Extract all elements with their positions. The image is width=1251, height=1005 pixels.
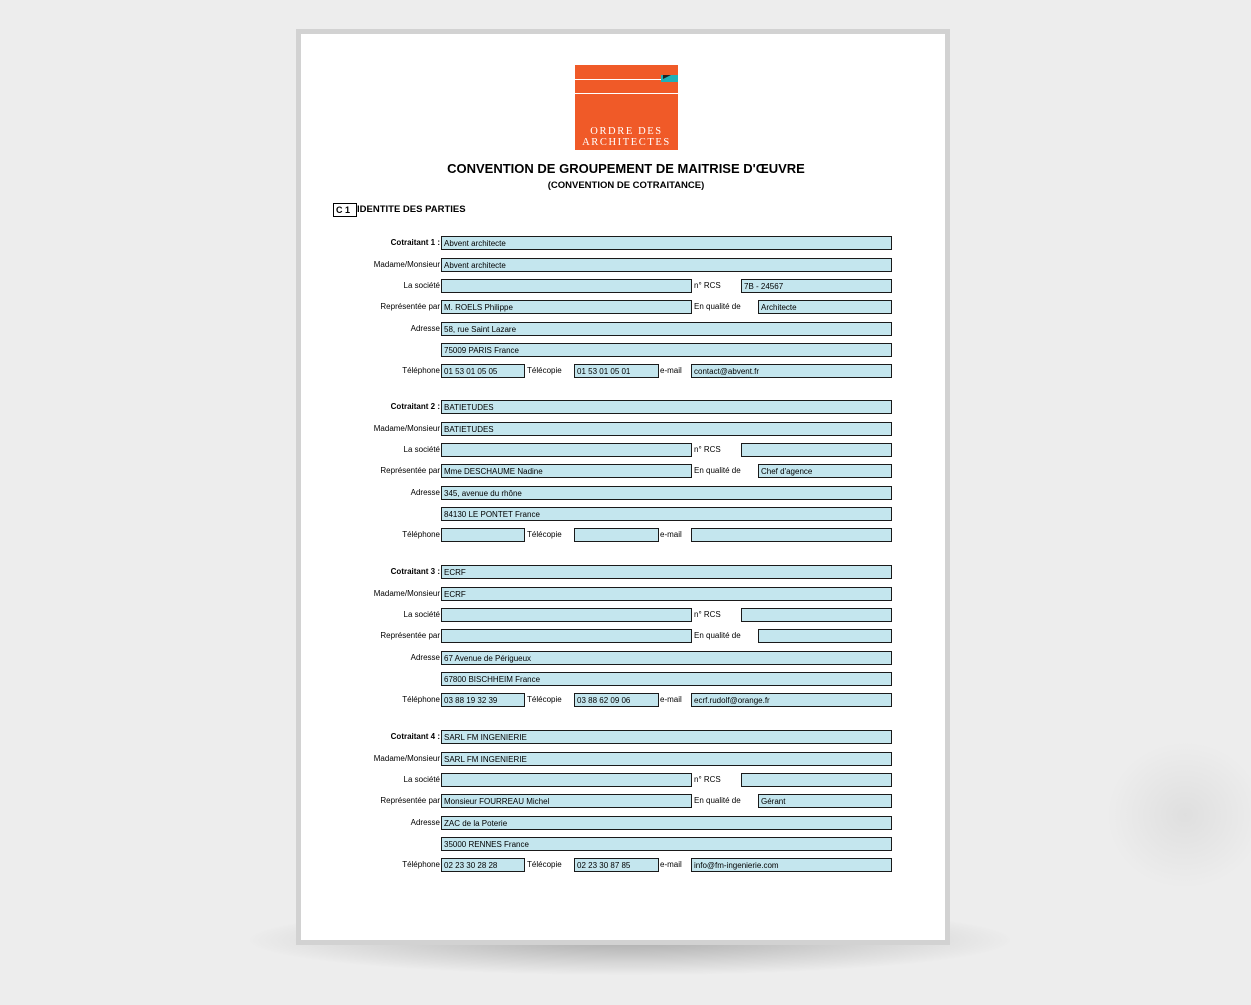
cotraitant-4-representee-label: Représentée par	[380, 796, 440, 805]
cotraitant-4-madame-field[interactable]: SARL FM INGENIERIE	[441, 752, 892, 766]
cotraitant-2-adresse-label: Adresse	[410, 488, 440, 497]
cotraitant-4-societe-label: La société	[403, 775, 440, 784]
document-subtitle: (CONVENTION DE COTRAITANCE)	[547, 180, 705, 191]
cotraitant-3-adresse-line-2-field[interactable]: 67800 BISCHHEIM France	[441, 672, 892, 686]
cotraitant-3-adresse-line-1-field[interactable]: 67 Avenue de Périgueux	[441, 651, 892, 665]
cotraitant-2-madame-label: Madame/Monsieur	[373, 424, 440, 433]
cotraitant-1-label: Cotraitant 1 :	[390, 238, 440, 247]
cotraitant-4-label: Cotraitant 4 :	[390, 732, 440, 741]
cotraitant-1-rcs-label: n° RCS	[694, 281, 721, 290]
cotraitant-1-email-field[interactable]: contact@abvent.fr	[691, 364, 892, 378]
cotraitant-1-telephone-label: Téléphone	[402, 366, 440, 375]
cotraitant-2-representee-field[interactable]: Mme DESCHAUME Nadine	[441, 464, 692, 478]
cotraitant-2-qualite-field[interactable]: Chef d'agence	[758, 464, 892, 478]
cotraitant-2-representee-label: Représentée par	[380, 466, 440, 475]
document-title: CONVENTION DE GROUPEMENT DE MAITRISE D'ŒUVRE	[447, 161, 805, 176]
cotraitant-1-adresse-line-2-field[interactable]: 75009 PARIS France	[441, 343, 892, 357]
cotraitant-3-label: Cotraitant 3 :	[390, 567, 440, 576]
cotraitant-3-rcs-label: n° RCS	[694, 610, 721, 619]
cotraitant-3-societe-field[interactable]	[441, 608, 692, 622]
cotraitant-2-societe-field[interactable]	[441, 443, 692, 457]
cotraitant-4-email-label: e-mail	[660, 860, 682, 869]
cotraitant-2-adresse-line-1-field[interactable]: 345, avenue du rhône	[441, 486, 892, 500]
cotraitant-2-telephone-field[interactable]	[441, 528, 525, 542]
cotraitant-3-name-field[interactable]: ECRF	[441, 565, 892, 579]
cotraitant-4-adresse-line-1-field[interactable]: ZAC de la Poterie	[441, 816, 892, 830]
cotraitant-3-madame-label: Madame/Monsieur	[373, 589, 440, 598]
cotraitant-4-rcs-label: n° RCS	[694, 775, 721, 784]
cotraitant-2-label: Cotraitant 2 :	[390, 402, 440, 411]
cotraitant-2-email-label: e-mail	[660, 530, 682, 539]
logo-line-2: ARCHITECTES	[582, 137, 671, 148]
cotraitant-3-rcs-field[interactable]	[741, 608, 892, 622]
cotraitant-3-adresse-label: Adresse	[410, 653, 440, 662]
cotraitant-2-adresse-line-2-field[interactable]: 84130 LE PONTET France	[441, 507, 892, 521]
cotraitant-3-telephone-label: Téléphone	[402, 695, 440, 704]
cotraitant-2-telecopie-label: Télécopie	[527, 530, 562, 539]
cotraitant-1-madame-label: Madame/Monsieur	[373, 260, 440, 269]
cotraitant-3-qualite-field[interactable]	[758, 629, 892, 643]
cotraitant-1-madame-field[interactable]: Abvent architecte	[441, 258, 892, 272]
cotraitant-4-adresse-label: Adresse	[410, 818, 440, 827]
cotraitant-3-representee-label: Représentée par	[380, 631, 440, 640]
cotraitant-1-representee-field[interactable]: M. ROELS Philippe	[441, 300, 692, 314]
cotraitant-4-email-field[interactable]: info@fm-ingenierie.com	[691, 858, 892, 872]
section-title: IDENTITE DES PARTIES	[357, 204, 466, 215]
cotraitant-4-qualite-field[interactable]: Gérant	[758, 794, 892, 808]
cotraitant-1-representee-label: Représentée par	[380, 302, 440, 311]
cotraitant-4-representee-field[interactable]: Monsieur FOURREAU Michel	[441, 794, 692, 808]
cotraitant-3-email-label: e-mail	[660, 695, 682, 704]
cotraitant-4-telephone-label: Téléphone	[402, 860, 440, 869]
cotraitant-1-qualite-label: En qualité de	[694, 302, 741, 311]
cotraitant-3-representee-field[interactable]	[441, 629, 692, 643]
cotraitant-2-societe-label: La société	[403, 445, 440, 454]
cotraitant-4-rcs-field[interactable]	[741, 773, 892, 787]
cotraitant-2-qualite-label: En qualité de	[694, 466, 741, 475]
cotraitant-3-societe-label: La société	[403, 610, 440, 619]
cotraitant-2-email-field[interactable]	[691, 528, 892, 542]
cotraitant-4-name-field[interactable]: SARL FM INGENIERIE	[441, 730, 892, 744]
cotraitant-4-qualite-label: En qualité de	[694, 796, 741, 805]
cotraitant-3-telecopie-field[interactable]: 03 88 62 09 06	[574, 693, 659, 707]
logo-line-1: ORDRE DES	[590, 126, 663, 137]
section-code: C 1	[333, 203, 357, 217]
cotraitant-4-madame-label: Madame/Monsieur	[373, 754, 440, 763]
cotraitant-2-rcs-label: n° RCS	[694, 445, 721, 454]
cotraitant-1-rcs-field[interactable]: 7B - 24567	[741, 279, 892, 293]
cotraitant-3-email-field[interactable]: ecrf.rudolf@orange.fr	[691, 693, 892, 707]
cotraitant-1-email-label: e-mail	[660, 366, 682, 375]
cotraitant-3-telephone-field[interactable]: 03 88 19 32 39	[441, 693, 525, 707]
cotraitant-2-telephone-label: Téléphone	[402, 530, 440, 539]
cotraitant-1-telecopie-field[interactable]: 01 53 01 05 01	[574, 364, 659, 378]
cotraitant-4-telephone-field[interactable]: 02 23 30 28 28	[441, 858, 525, 872]
cotraitant-1-societe-field[interactable]	[441, 279, 692, 293]
cotraitant-1-societe-label: La société	[403, 281, 440, 290]
cotraitant-4-adresse-line-2-field[interactable]: 35000 RENNES France	[441, 837, 892, 851]
cotraitant-4-telecopie-label: Télécopie	[527, 860, 562, 869]
cotraitant-1-name-field[interactable]: Abvent architecte	[441, 236, 892, 250]
cotraitant-2-rcs-field[interactable]	[741, 443, 892, 457]
background-shadow	[1105, 740, 1251, 890]
cotraitant-4-societe-field[interactable]	[441, 773, 692, 787]
cotraitant-1-adresse-line-1-field[interactable]: 58, rue Saint Lazare	[441, 322, 892, 336]
cotraitant-3-madame-field[interactable]: ECRF	[441, 587, 892, 601]
cotraitant-2-name-field[interactable]: BATIETUDES	[441, 400, 892, 414]
cotraitant-1-telephone-field[interactable]: 01 53 01 05 05	[441, 364, 525, 378]
cotraitant-2-madame-field[interactable]: BATIETUDES	[441, 422, 892, 436]
cotraitant-1-qualite-field[interactable]: Architecte	[758, 300, 892, 314]
cotraitant-1-adresse-label: Adresse	[410, 324, 440, 333]
cotraitant-1-telecopie-label: Télécopie	[527, 366, 562, 375]
ordre-des-architectes-logo	[575, 65, 678, 150]
cotraitant-3-qualite-label: En qualité de	[694, 631, 741, 640]
cotraitant-2-telecopie-field[interactable]	[574, 528, 659, 542]
cotraitant-3-telecopie-label: Télécopie	[527, 695, 562, 704]
cotraitant-4-telecopie-field[interactable]: 02 23 30 87 85	[574, 858, 659, 872]
